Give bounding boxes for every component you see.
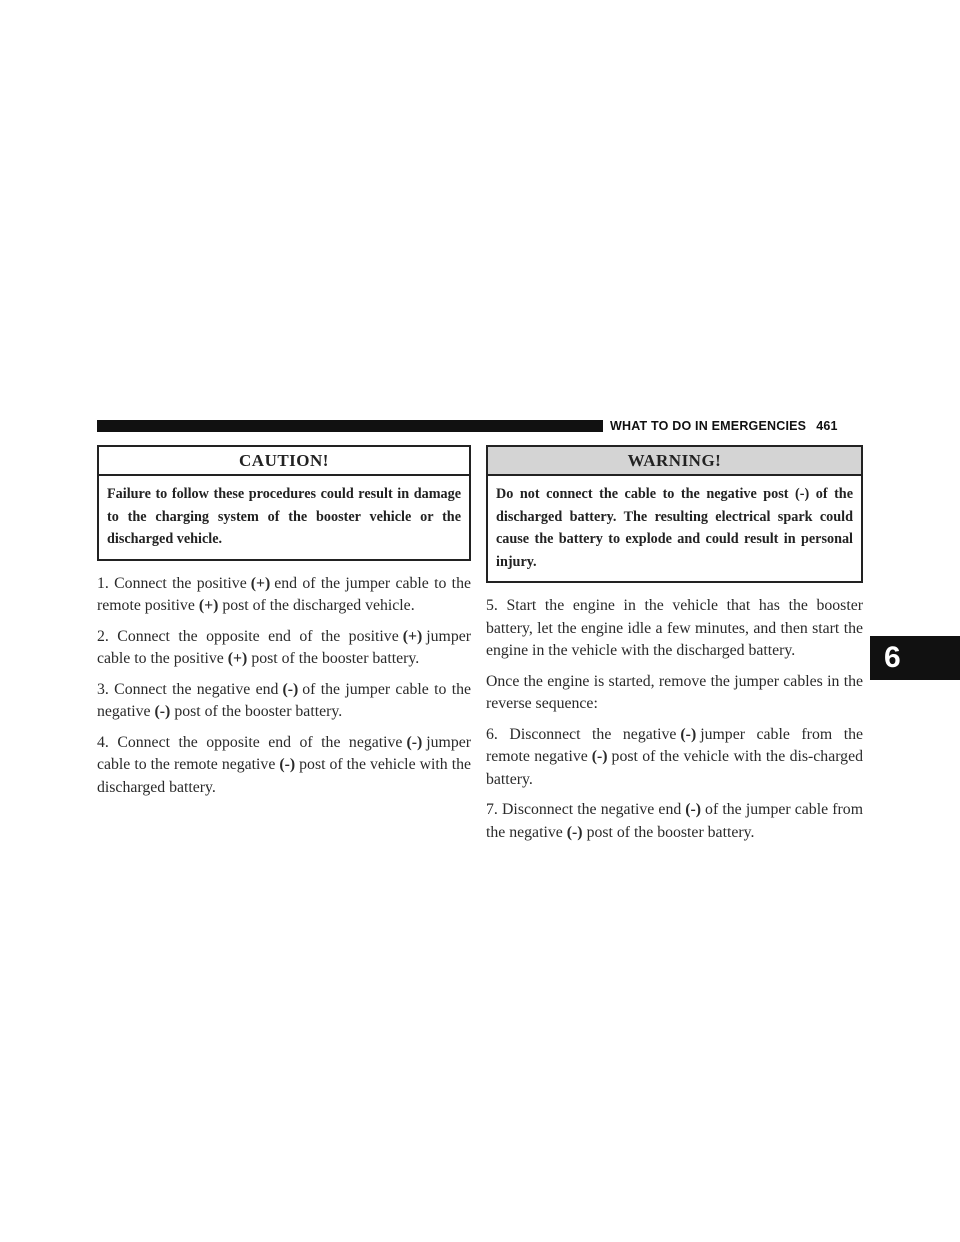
chapter-tab: 6 [870, 636, 960, 680]
warning-title: WARNING! [488, 447, 861, 476]
warning-body: Do not connect the cable to the negative post (-) of the discharged battery. The resulting electrical spark could cause the battery to explode and could result in personal injury. [496, 486, 853, 570]
caution-box [97, 445, 471, 561]
step-1: 1. Connect the positive (+) end of the jumper cable to the remote positive (+) post of the discharged vehicle. [97, 574, 471, 614]
section-title: WHAT TO DO IN EMERGENCIES [610, 419, 807, 433]
caution-title: CAUTION! [99, 447, 469, 476]
warning-box [486, 445, 863, 583]
step-5: 5. Start the engine in the vehicle that has the booster battery, let the engine idle a few minutes, and then start the engine in the vehicle with the discharged battery. [486, 597, 863, 659]
reverse-sequence-note: Once the engine is started, remove the jumper cables in the reverse sequence: [486, 672, 863, 712]
step-2: 2. Connect the opposite end of the positive (+) jumper cable to the positive (+) post of the booster battery. [97, 627, 471, 667]
caution-body: Failure to follow these procedures could result in damage to the charging system of the booster vehicle or the discharged vehicle. [107, 486, 461, 547]
right-column [486, 445, 863, 852]
page-number: 461 [816, 419, 838, 433]
step-4: 4. Connect the opposite end of the negative (-) jumper cable to the remote negative (-) post of the vehicle with the discharged battery. [97, 733, 471, 796]
header-rule [97, 420, 603, 432]
running-header [610, 418, 838, 434]
left-column [97, 445, 471, 807]
step-7: 7. Disconnect the negative end (-) of the jumper cable from the negative (-) post of the booster battery. [486, 801, 863, 841]
step-6: 6. Disconnect the negative (-) jumper cable from the remote negative (-) post of the vehicle with the dis-charged battery. [486, 725, 863, 788]
step-3: 3. Connect the negative end (-) of the jumper cable to the negative (-) post of the booster battery. [97, 680, 472, 720]
